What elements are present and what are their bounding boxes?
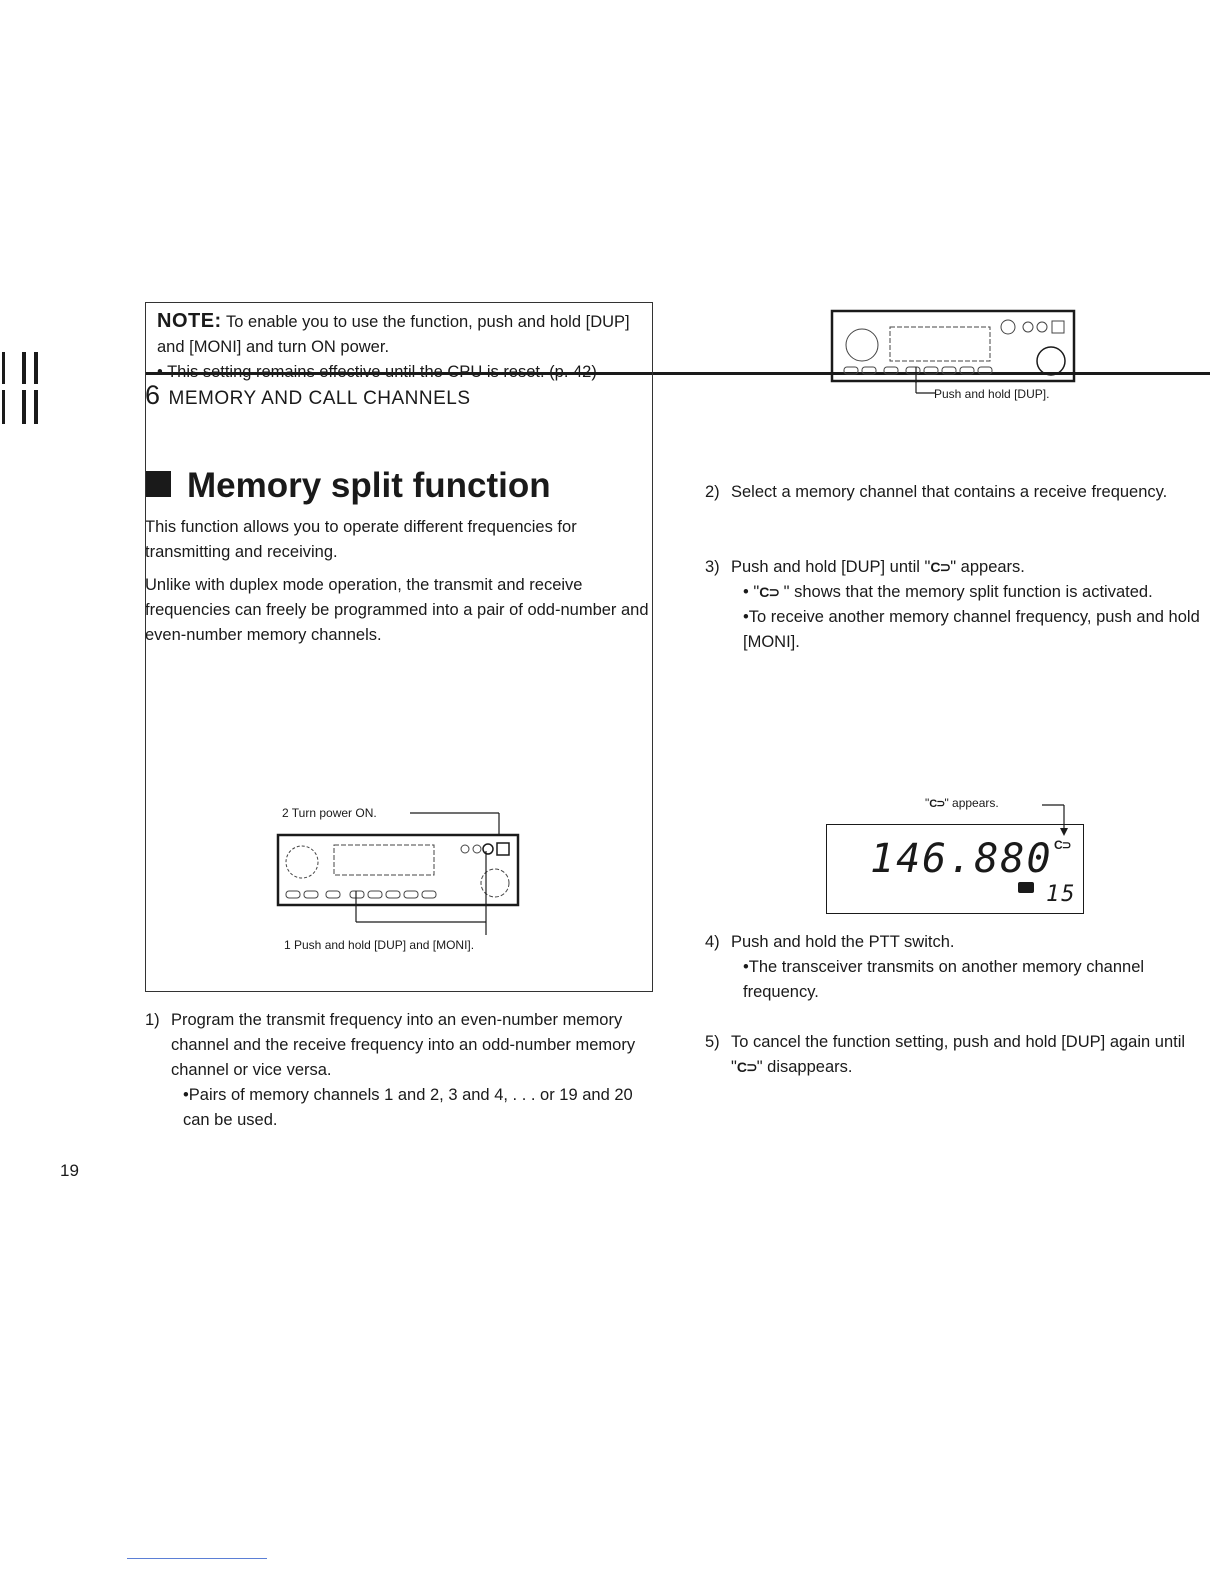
step-1-text: Program the transmit frequency into an even-number memory channel and the receive frequency into an odd-number memory channel or vice versa. [171, 1011, 636, 1079]
memory-split-icon: C⊃ [759, 584, 780, 600]
memory-split-icon: C⊃ [736, 1059, 757, 1075]
fig-label-push-dup-moni: 1 Push and hold [DUP] and [MONI]. [284, 938, 475, 952]
step-4-number: 4) [705, 933, 720, 951]
lcd-frequency: 146.880 [870, 836, 1053, 882]
intro-paragraph-2: Unlike with duplex mode operation, the transmit and receive frequencies can freely be programmed into a pair of odd-number and even-number memory channels. [145, 576, 649, 644]
step-3-text: Push and hold [DUP] until "C⊃" appears. [731, 558, 1025, 576]
step-2-text: Select a memory channel that contains a receive frequency. [731, 483, 1168, 501]
lcd-memory-icon [1018, 882, 1034, 893]
step-4 [705, 930, 1211, 1005]
step-3-number: 3) [705, 558, 720, 576]
step-5 [705, 1030, 1211, 1080]
chapter-number: 6 [145, 380, 161, 410]
step-3 [705, 555, 1211, 655]
note-text: To enable you to use the function, push and hold [DUP] and [MONI] and turn ON power. [157, 313, 630, 356]
step-1-bullet: •Pairs of memory channels 1 and 2, 3 and 4, . . . or 19 and 20 can be used. [183, 1086, 633, 1129]
step-5-text: To cancel the function setting, push and hold [DUP] again until "C⊃" disappears. [731, 1033, 1186, 1076]
step-4-bullet: •The transceiver transmits on another memory channel frequency. [743, 958, 1145, 1001]
radio-front-panel-figure-2 [830, 305, 1080, 385]
step-5-number: 5) [705, 1033, 720, 1051]
memory-split-icon: C⊃ [929, 798, 945, 810]
lcd-channel: 15 [1046, 882, 1077, 907]
step-3-bullet-2: •To receive another memory channel frequency, push and hold [MONI]. [743, 608, 1200, 651]
step-2-number: 2) [705, 483, 720, 501]
fig-label-push-dup: Push and hold [DUP]. [934, 387, 1050, 401]
intro-paragraph-1: This function allows you to operate different frequencies for transmitting and receiving. [145, 518, 577, 561]
step-1 [145, 1008, 653, 1133]
note-label: NOTE: [157, 310, 222, 332]
fig-label-turn-power-on: 2 Turn power ON. [282, 806, 377, 820]
step-2 [705, 480, 1211, 505]
radio-front-panel-figure-1 [270, 805, 530, 940]
step-1-number: 1) [145, 1011, 160, 1029]
edge-tab-marks [0, 350, 40, 430]
footer-line [127, 1558, 267, 1559]
page-title: Memory split function [145, 466, 551, 506]
step-4-text: Push and hold the PTT switch. [731, 933, 955, 951]
page-number: 19 [60, 1161, 79, 1180]
step-3-bullet-1: • "C⊃ " shows that the memory split function is activated. [743, 583, 1153, 601]
note-bullet: • This setting remains effective until the CPU is reset. (p. 42) [157, 363, 597, 381]
chapter-title: MEMORY AND CALL CHANNELS [168, 388, 471, 409]
lcd-split-icon: C⊃ [1054, 838, 1071, 852]
note-content [157, 309, 643, 385]
fig-label-appears: "C⊃" appears. [925, 796, 999, 810]
memory-split-icon: C⊃ [930, 559, 951, 575]
